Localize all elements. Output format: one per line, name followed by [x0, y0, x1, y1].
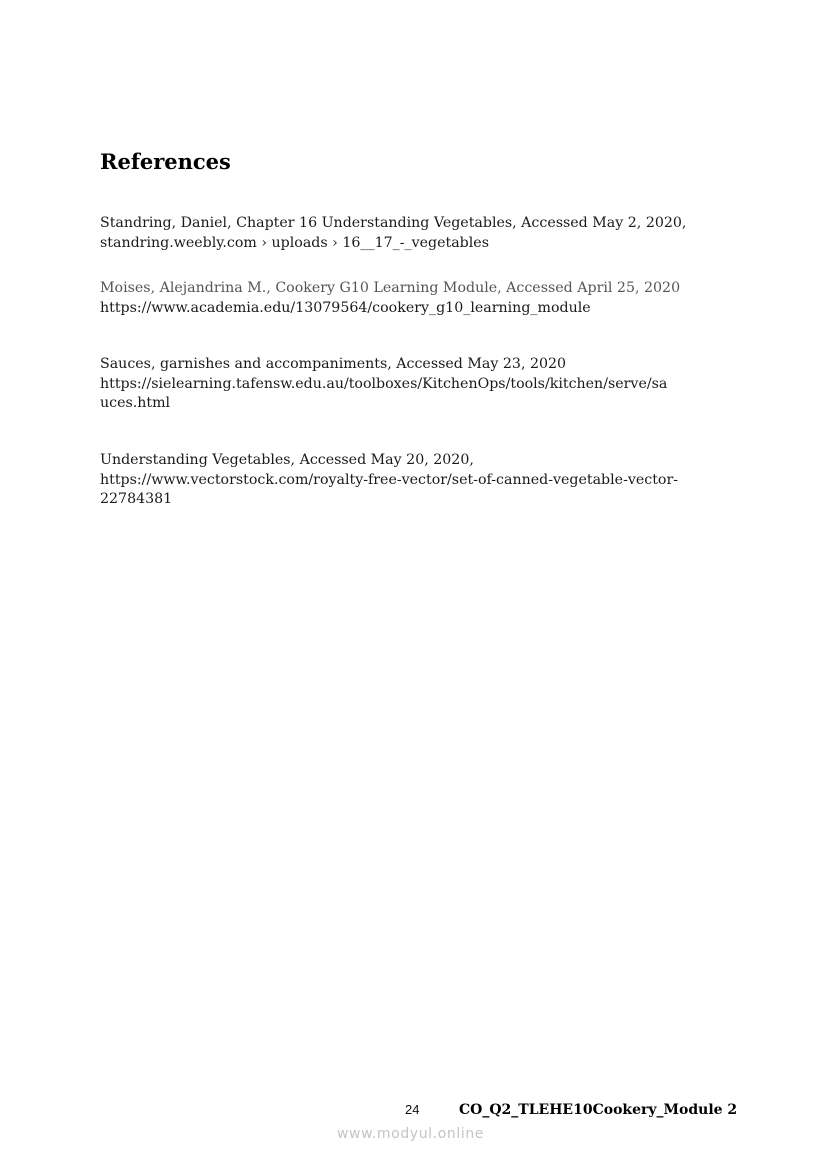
reference-entry — [100, 214, 740, 253]
reference-url: https://www.academia.edu/13079564/cookery_g10_learning_module — [100, 299, 591, 316]
watermark: www.modyul.online — [337, 1126, 485, 1142]
reference-entry — [100, 451, 740, 510]
reference-entry — [100, 279, 740, 318]
reference-source: standring.weebly.com › uploads › 16__17_-_vegetables — [100, 234, 489, 251]
reference-citation: Understanding Vegetables, Accessed May 20, 2020, — [100, 452, 474, 468]
reference-url: https://sielearning.tafensw.edu.au/toolboxes/KitchenOps/tools/kitchen/serve/sa — [100, 375, 668, 392]
reference-citation: Sauces, garnishes and accompaniments, Accessed May 23, 2020 — [100, 356, 567, 372]
page-title: References — [100, 149, 231, 174]
module-code: CO_Q2_TLEHE10Cookery_Module 2 — [459, 1102, 738, 1118]
reference-citation: Standring, Daniel, Chapter 16 Understanding Vegetables, Accessed May 2, 2020, — [100, 215, 687, 231]
reference-url-continued: uces.html — [100, 395, 171, 411]
reference-url: https://www.vectorstock.com/royalty-free-vector/set-of-canned-vegetable-vector- — [100, 471, 679, 488]
reference-citation: Moises, Alejandrina M., Cookery G10 Learning Module, Accessed April 25, 2020 — [100, 280, 681, 296]
reference-url-continued: 22784381 — [100, 491, 173, 507]
page-number: 24 — [405, 1102, 420, 1117]
reference-entry — [100, 355, 740, 414]
